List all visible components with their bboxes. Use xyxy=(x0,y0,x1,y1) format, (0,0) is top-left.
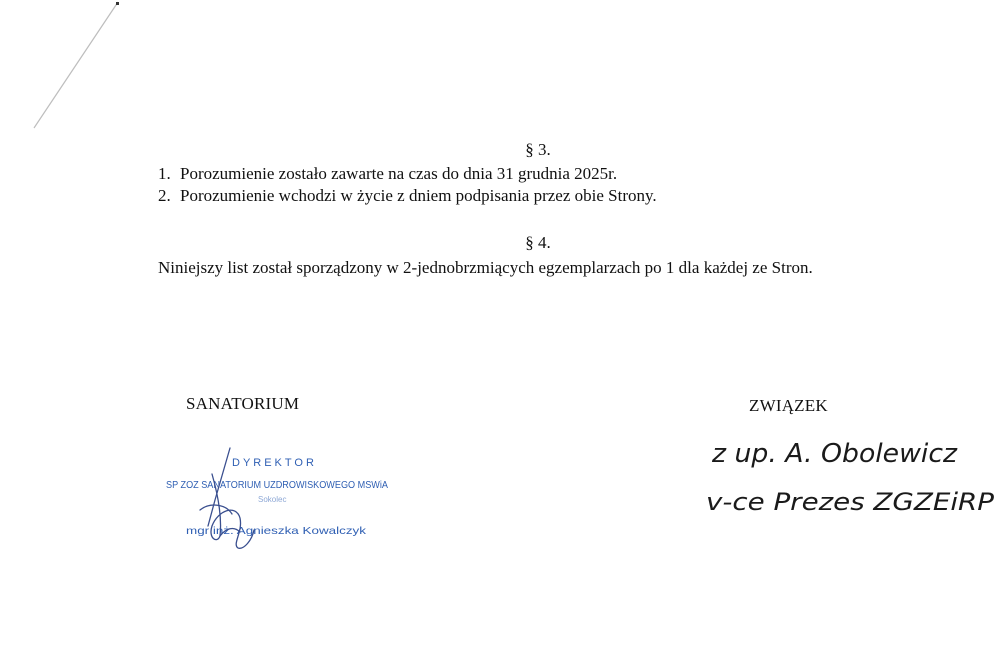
scan-edge-mark xyxy=(0,0,130,140)
section-3-list xyxy=(158,163,657,207)
svg-text:z up. A. Obolewicz: z up. A. Obolewicz xyxy=(710,439,959,469)
svg-text:Sokolec: Sokolec xyxy=(258,495,287,504)
section-4-heading: § 4. xyxy=(525,233,551,252)
list-item-number: 1. xyxy=(158,164,171,183)
party-right-label: ZWIĄZEK xyxy=(749,396,828,415)
handwritten-signature-note xyxy=(700,418,997,528)
list-item xyxy=(158,163,657,185)
party-left-label: SANATORIUM xyxy=(186,394,300,413)
svg-text:DYREKTOR: DYREKTOR xyxy=(232,457,317,469)
list-item xyxy=(158,185,657,207)
svg-text:SP ZOZ SANATORIUM UZDROWISKOWE: SP ZOZ SANATORIUM UZDROWISKOWEGO MSWiA xyxy=(166,480,389,491)
section-4-paragraph: Niniejszy list został sporządzony w 2-jednobrzmiących egzemplarzach po 1 dla każdej ze Stron. xyxy=(158,258,813,277)
list-item-text: Porozumienie wchodzi w życie z dniem podpisania przez obie Strony. xyxy=(180,186,657,205)
section-3-heading: § 3. xyxy=(525,140,551,159)
svg-text:mgr inż. Agnieszka Kowalczyk: mgr inż. Agnieszka Kowalczyk xyxy=(186,525,367,537)
director-stamp-signature xyxy=(160,440,410,560)
list-item-text: Porozumienie zostało zawarte na czas do dnia 31 grudnia 2025r. xyxy=(180,164,618,183)
svg-text:v-ce Prezes ZGZEiRP: v-ce Prezes ZGZEiRP xyxy=(706,488,995,516)
list-item-number: 2. xyxy=(158,186,171,205)
